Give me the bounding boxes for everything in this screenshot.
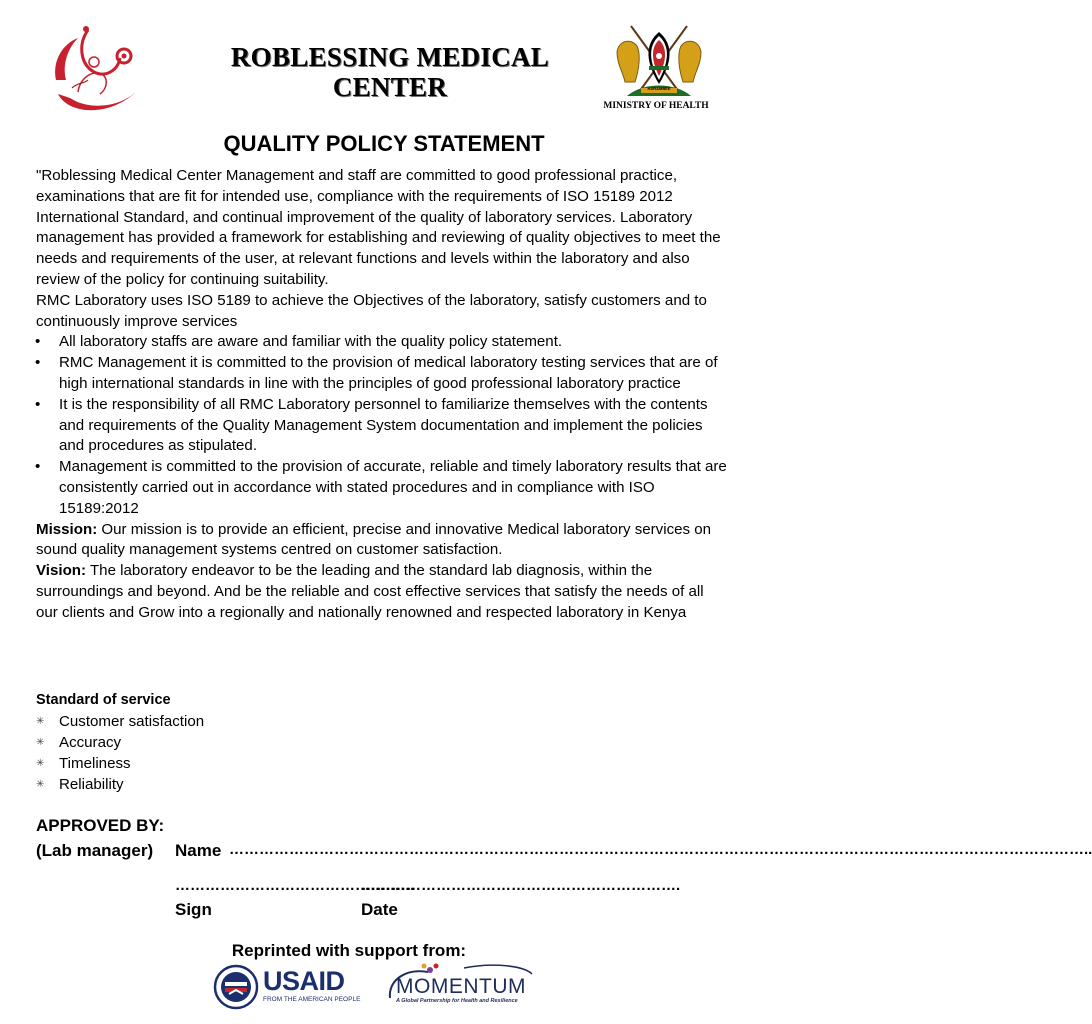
momentum-wordmark: MOMENTUM xyxy=(396,975,526,998)
list-item: • RMC Management it is committed to the provision of medical laboratory testing services that are of high international standards in line with the principles of good professional laboratory practice xyxy=(35,354,718,392)
list-item: ✳ Reliability xyxy=(36,776,124,793)
coat-of-arms xyxy=(613,22,705,102)
date-field[interactable]: ………………………………………………………. xyxy=(361,877,681,894)
bullet-icon: • xyxy=(35,458,41,476)
mission-label: Mission: xyxy=(36,520,98,538)
usaid-tagline: FROM THE AMERICAN PEOPLE xyxy=(263,996,361,1003)
bullet-icon: • xyxy=(35,333,41,351)
org-name xyxy=(170,42,610,102)
usaid-logo xyxy=(213,964,363,1010)
asterisk-icon: ✳ xyxy=(36,758,45,769)
intro-paragraph-2: RMC Laboratory uses ISO 5189 to achieve the Objectives of the laboratory, satisfy customers and to continuously improve services xyxy=(36,291,707,330)
coat-motto: HARAMBEE xyxy=(647,86,671,91)
usaid-seal-icon xyxy=(213,964,259,1010)
date-label: Date xyxy=(361,900,398,919)
name-label: Name xyxy=(175,841,222,860)
usaid-wordmark: USAID xyxy=(263,966,345,996)
list-item: ✳ Timeliness xyxy=(36,755,131,772)
asterisk-icon: ✳ xyxy=(36,737,45,748)
list-item: • It is the responsibility of all RMC Laboratory personnel to familiarize themselves with the contents and requirements of the Quality Management System documentation and implement the policies and procedures as stipulated. xyxy=(35,395,708,455)
standard-title: Standard of service xyxy=(36,692,171,708)
org-name-line1: ROBLESSING MEDICAL xyxy=(230,42,550,72)
asterisk-icon: ✳ xyxy=(36,716,45,727)
asterisk-icon: ✳ xyxy=(36,779,45,790)
sign-label: Sign xyxy=(175,900,212,919)
bullet-icon: • xyxy=(35,395,41,413)
list-item: ✳ Accuracy xyxy=(36,734,122,751)
org-name-line2: CENTER xyxy=(332,72,448,102)
name-field[interactable]: ……………………………………………………………………………………………………………………………………………………….. xyxy=(229,841,1092,858)
sign-field[interactable]: ………………………………………… xyxy=(175,877,415,894)
intro-paragraph: "Roblessing Medical Center Management and staff are committed to good professional practice, examinations that are fit for intended use, compliance with the requirements of ISO 15189 2012 International Standard, and continual improvement of the quality of laboratory services. Laboratory management has provided a framework for establishing and reviewing of quality objectives to meet the needs and requirements of the user, at relevant functions and levels within the laboratory and also review of the policy for continuing suitability. xyxy=(36,167,721,288)
momentum-logo xyxy=(384,958,534,1008)
mission-statement: Mission: Our mission is to provide an efficient, precise and innovative Medical laboratory services on sound quality management systems centred on customer satisfaction. xyxy=(36,520,712,559)
list-item: • Management is committed to the provision of accurate, reliable and timely laboratory results that are consistently carried out in accordance with stated procedures and in compliance with ISO 15189:2012 xyxy=(35,458,727,517)
list-item: ✳ Customer satisfaction xyxy=(36,713,205,730)
bullet-icon: • xyxy=(35,354,41,372)
standard-of-service xyxy=(36,690,436,795)
momentum-tagline: A Global Partnership for Health and Resilience xyxy=(396,998,518,1004)
vision-label: Vision: xyxy=(36,562,87,580)
roblessing-logo xyxy=(48,22,148,118)
lab-manager-label: (Lab manager) xyxy=(36,841,154,860)
policy-bullets xyxy=(36,332,728,519)
reprinted-label: Reprinted with support from: xyxy=(231,941,467,960)
document-title: QUALITY POLICY STATEMENT xyxy=(223,131,545,156)
vision-statement: Vision: The laboratory endeavor to be the leading and the standard lab diagnosis, within the surroundings and beyond. And be the reliable and cost effective services that satisfy the needs of all our clients and Grow into a regionally and nationally renowned and respected laboratory in Kenya xyxy=(36,562,704,621)
ministry-label: MINISTRY OF HEALTH xyxy=(603,101,709,111)
approved-by-label: APPROVED BY: xyxy=(36,816,165,835)
list-item: • All laboratory staffs are aware and familiar with the quality policy statement. xyxy=(36,332,728,353)
policy-body xyxy=(36,166,728,624)
